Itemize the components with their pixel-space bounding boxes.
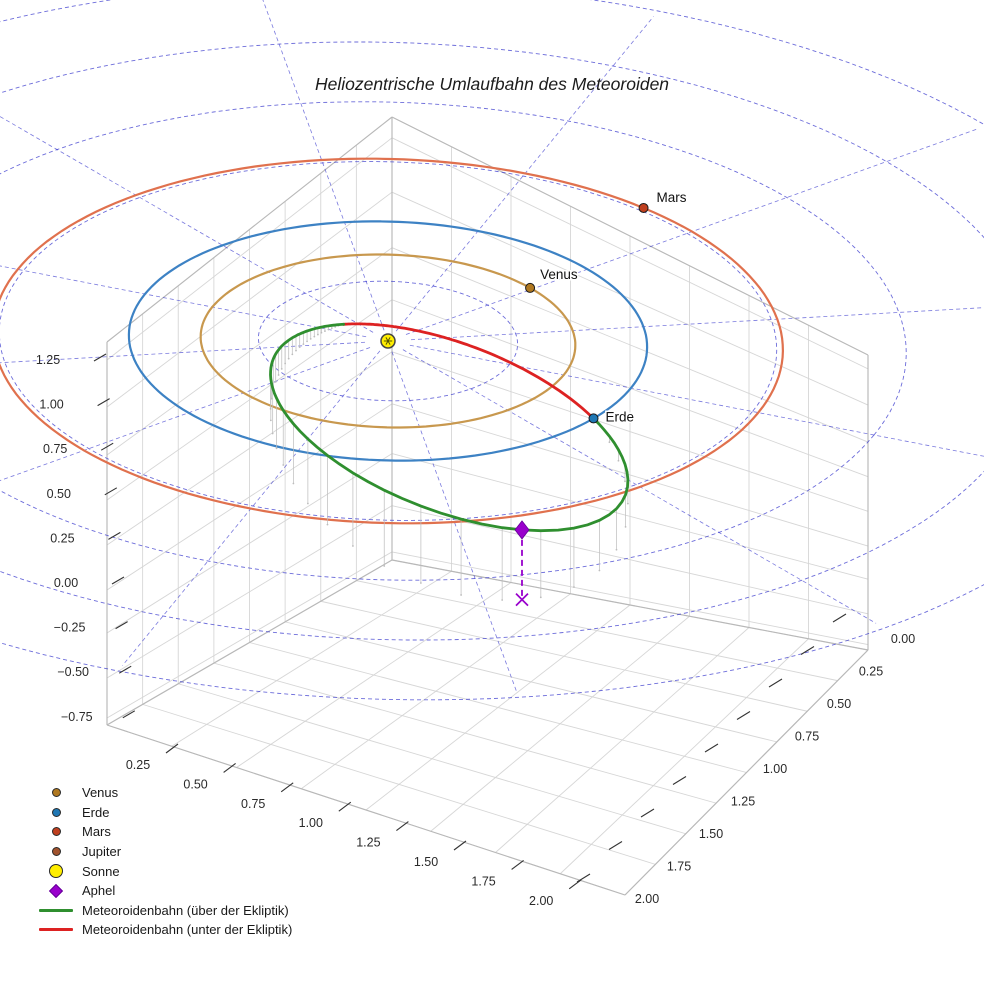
- legend-marker-dot-icon: [36, 847, 76, 856]
- legend-item: [36, 881, 292, 901]
- stem-base-dot: [307, 503, 309, 505]
- y-tick-label: 0.00: [890, 632, 916, 646]
- legend-item: [36, 783, 292, 803]
- floor-gridline: [431, 616, 690, 831]
- stem-base-dot: [618, 460, 620, 462]
- legend-label: Meteoroidenbahn (unter der Ekliptik): [82, 922, 293, 938]
- legend-label: Meteoroidenbahn (über der Ekliptik): [82, 902, 289, 918]
- stem-base-dot: [295, 350, 297, 352]
- legend-marker-dot-icon: [36, 827, 76, 836]
- z-tick-label: 0.50: [46, 486, 71, 501]
- tick-mark: [512, 860, 524, 869]
- stem-base-dot: [302, 343, 304, 345]
- stem-base-dot: [276, 447, 278, 449]
- legend-item: [36, 920, 292, 940]
- stem-base-dot: [627, 503, 629, 505]
- stem-base-dot: [272, 433, 274, 435]
- stem-base-dot: [275, 381, 277, 383]
- stem-base-dot: [616, 549, 618, 551]
- y-tick-label: 1.75: [666, 859, 692, 874]
- stem-base-dot: [327, 524, 329, 526]
- stem-base-dot: [310, 338, 312, 340]
- z-tick-label: 0.25: [50, 531, 75, 546]
- z-tick-label: −0.75: [60, 709, 93, 724]
- legend-item: [36, 861, 292, 881]
- stem-base-dot: [331, 327, 333, 329]
- legend-item: [36, 901, 292, 921]
- stem-base-dot: [292, 483, 294, 485]
- stem-base-dot: [271, 398, 273, 400]
- stem-base-dot: [291, 354, 293, 356]
- page-title: Heliozentrische Umlaufbahn des Meteoroiden: [314, 74, 670, 94]
- legend-label: Erde: [82, 804, 110, 820]
- legend-marker-icon: [52, 808, 61, 817]
- polar-grid-circle: [0, 42, 984, 640]
- floor-gridline: [285, 622, 777, 742]
- legend-marker-icon: [49, 864, 63, 878]
- polar-grid-spoke: [410, 345, 984, 479]
- stem-base-dot: [321, 332, 323, 334]
- polar-grid-spoke: [411, 299, 984, 340]
- y-tick-label: 0.25: [858, 664, 884, 679]
- tick-mark: [98, 399, 110, 406]
- stem-base-dot: [383, 565, 385, 567]
- stem-base-dot: [625, 526, 627, 528]
- legend-marker-icon: [39, 928, 73, 931]
- tick-mark: [769, 679, 782, 687]
- z-tick-label: 1.00: [39, 397, 64, 412]
- stem-base-dot: [460, 594, 462, 596]
- tick-mark: [673, 777, 686, 785]
- tick-mark: [641, 809, 654, 817]
- stem-base-dot: [270, 419, 272, 421]
- x-tick-label: 2.00: [529, 893, 554, 908]
- legend-marker-dot-icon: [36, 808, 76, 817]
- x-tick-label: 0.50: [183, 777, 208, 792]
- stem-base-dot: [281, 368, 283, 370]
- legend-marker-icon: [52, 827, 61, 836]
- legend-marker-icon: [39, 909, 73, 912]
- stem-base-dot: [270, 408, 272, 410]
- legend-label: Jupiter: [82, 844, 122, 860]
- stem-lines: [270, 325, 629, 601]
- axis-spine: [625, 650, 868, 895]
- tick-mark: [108, 532, 120, 539]
- stem-base-dot: [299, 346, 301, 348]
- stem-base-dot: [624, 480, 626, 482]
- erde-label: Erde: [605, 409, 635, 425]
- legend-label: Mars: [82, 824, 111, 840]
- stem-base-dot: [420, 582, 422, 584]
- tick-mark: [454, 841, 466, 850]
- z-tick-label: 0.75: [43, 442, 68, 457]
- x-tick-label: 1.00: [298, 816, 323, 831]
- legend-item: [36, 803, 292, 823]
- floor-gridline: [560, 639, 808, 874]
- stem-base-dot: [282, 464, 284, 466]
- tick-mark: [396, 822, 408, 831]
- legend-label: Aphel: [82, 883, 116, 899]
- z-tick-label: 1.25: [35, 353, 61, 367]
- venus-marker: [526, 283, 535, 292]
- mars-label: Mars: [656, 189, 687, 205]
- stem-base-dot: [324, 330, 326, 332]
- stem-base-dot: [313, 336, 315, 338]
- stem-base-dot: [609, 441, 611, 443]
- legend-item: [36, 822, 292, 842]
- stem-base-dot: [599, 570, 601, 572]
- legend-marker-line-icon: [36, 909, 76, 912]
- floor-gridline: [496, 628, 750, 853]
- y-tick-label: 2.00: [634, 892, 660, 906]
- stem-base-dot: [278, 374, 280, 376]
- y-tick-label: 1.00: [762, 762, 788, 776]
- legend-marker-icon: [52, 788, 61, 797]
- y-tick-label: 0.75: [794, 729, 820, 744]
- stem-base-dot: [317, 334, 319, 336]
- y-tick-label: 0.50: [826, 697, 852, 711]
- stem-base-dot: [327, 329, 329, 331]
- tick-mark: [737, 712, 750, 720]
- x-tick-label: 0.25: [125, 758, 151, 772]
- floor-gridline: [321, 601, 808, 711]
- stem-base-dot: [573, 586, 575, 588]
- stem-base-dot: [284, 363, 286, 365]
- tick-mark: [705, 744, 718, 752]
- x-tick-label: 0.75: [241, 796, 266, 811]
- legend: [36, 783, 292, 940]
- venus-label: Venus: [540, 266, 578, 282]
- z-tick-label: −0.50: [57, 665, 90, 680]
- erde-marker: [589, 414, 598, 423]
- mars-marker: [639, 203, 648, 212]
- legend-marker-icon: [49, 884, 63, 898]
- x-tick-label: 1.50: [413, 855, 439, 869]
- x-tick-label: 1.25: [356, 835, 381, 850]
- legend-label: Sonne: [82, 863, 120, 879]
- legend-marker-line-icon: [36, 928, 76, 931]
- stem-base-dot: [352, 545, 354, 547]
- stem-base-dot: [540, 596, 542, 598]
- y-tick-label: 1.50: [698, 827, 724, 841]
- stem-base-dot: [306, 340, 308, 342]
- polar-grid-spoke: [0, 59, 373, 333]
- body-markers: [381, 190, 687, 424]
- stem-base-dot: [288, 358, 290, 360]
- legend-item: [36, 842, 292, 862]
- tick-mark: [833, 614, 846, 622]
- legend-label: Venus: [82, 785, 119, 801]
- legend-marker-dot-icon: [36, 788, 76, 797]
- y-tick-label: 1.25: [730, 794, 756, 809]
- stem-base-dot: [501, 599, 503, 601]
- legend-marker-icon: [52, 847, 61, 856]
- floor-gridline: [250, 643, 747, 773]
- legend-marker-big-dot-icon: [36, 864, 76, 878]
- polar-grid-spoke: [260, 0, 385, 330]
- z-tick-label: 0.00: [53, 576, 79, 590]
- z-tick-label: −0.25: [53, 620, 86, 635]
- tick-mark: [609, 842, 622, 850]
- tick-mark: [116, 622, 128, 629]
- x-tick-label: 1.75: [471, 874, 496, 889]
- legend-marker-diamond-icon: [36, 886, 76, 896]
